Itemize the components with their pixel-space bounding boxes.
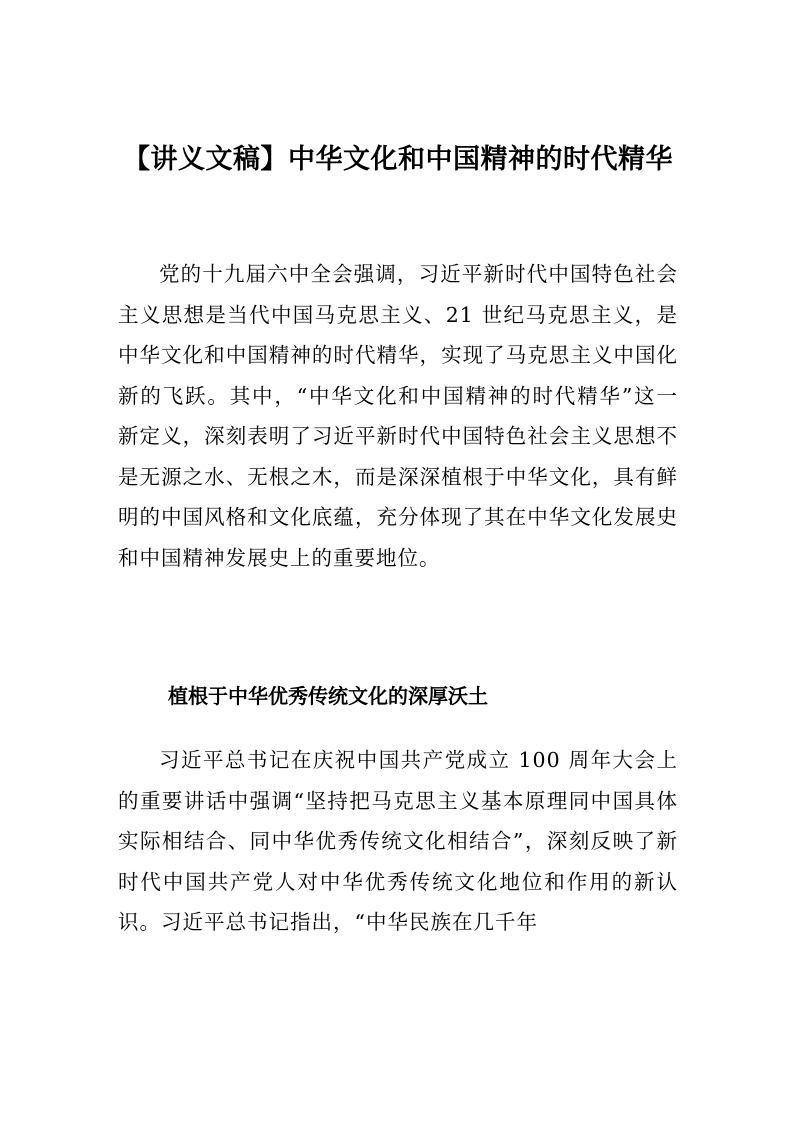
section-subheading: 植根于中华优秀传统文化的深厚沃土 [168,684,488,708]
paragraph-section-one: 习近平总书记在庆祝中国共产党成立 100 周年大会上的重要讲话中强调“坚持把马克思主义基本原理同中国具体实际相结合、同中华优秀传统文化相结合”，深刻反映了新时代中国共产党人对中华优秀传统文化地位和作用的新认识。习近平总书记指出，“中华民族在几千年 [118,748,678,934]
document-title: 【讲义文稿】中华文化和中国精神的时代精华 [123,144,673,175]
paragraph-intro: 党的十九届六中全会强调，习近平新时代中国特色社会主义思想是当代中国马克思主义、21 世纪马克思主义，是中华文化和中国精神的时代精华，实现了马克思主义中国化新的飞跃。其中，“中华文化和中国精神的时代精华”这一新定义，深刻表明了习近平新时代中国特色社会主义思想不是无源之水、无根之木，而是深深植根于中华文化，具有鲜明的中国风格和文化底蕴，充分体现了其在中华文化发展史和中国精神发展史上的重要地位。 [118,262,678,570]
